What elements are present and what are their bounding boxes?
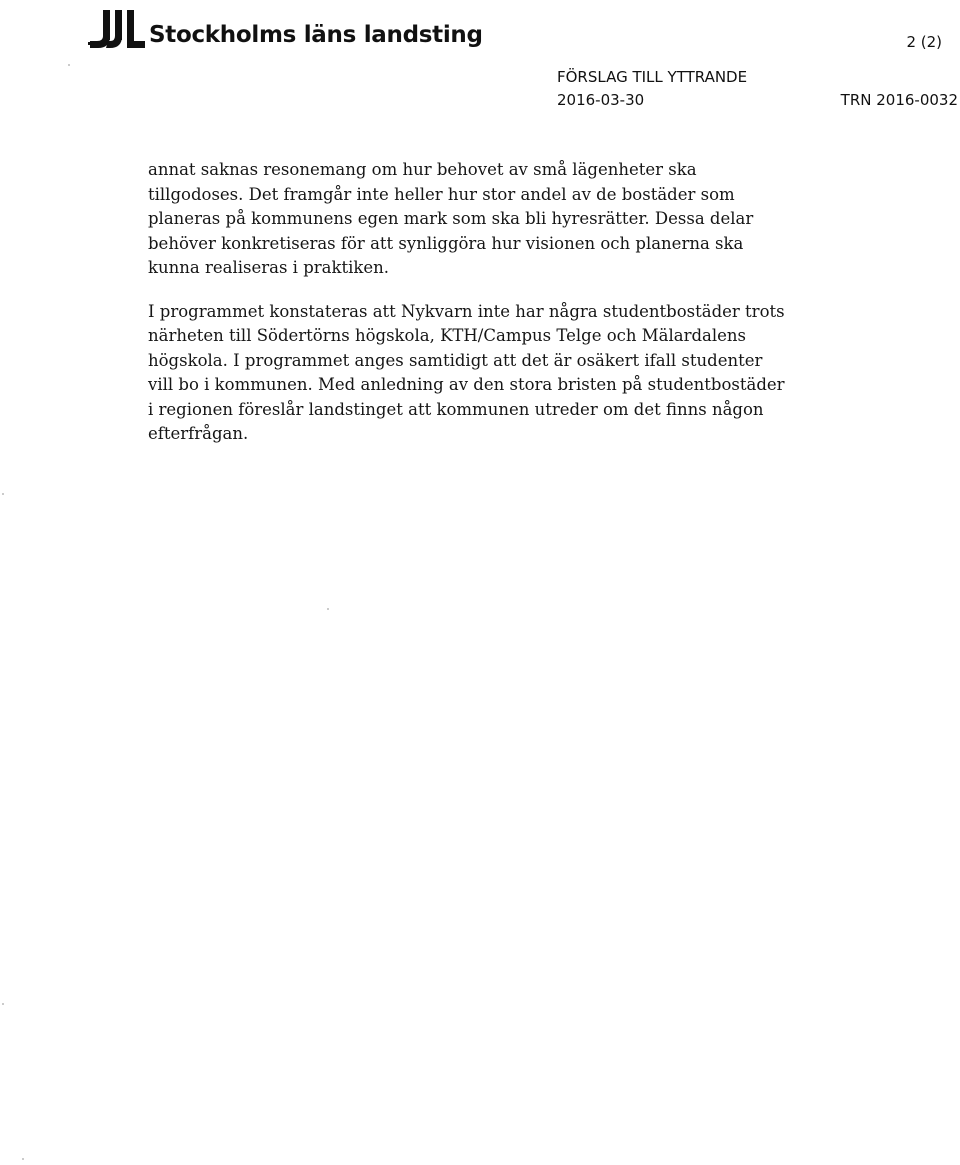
sll-logo-icon xyxy=(86,8,146,52)
document-header xyxy=(0,0,960,120)
scan-speck xyxy=(22,1158,24,1160)
body-paragraph: annat saknas resonemang om hur behovet av små lägenheter ska tillgodoses. Det framgår inte heller hur stor andel av de bostäder som planeras på kommunens egen mark som ska bli hyresrätter. Dessa delar behöver konkretiseras för att synliggöra hur visionen och planerna ska kunna realiseras i praktiken. xyxy=(148,160,754,277)
document-type: FÖRSLAG TILL YTTRANDE xyxy=(557,68,748,86)
document-reference: TRN 2016-0032 xyxy=(840,91,958,109)
organization-name: Stockholms läns landsting xyxy=(149,22,483,48)
document-body xyxy=(148,158,828,466)
scan-speck xyxy=(327,608,329,610)
body-paragraph: I programmet konstateras att Nykvarn inte har några studentbostäder trots närheten till Södertörns högskola, KTH/Campus Telge och Mälardalens högskola. I programmet anges samtidigt att det är osäkert ifall studenter vill bo i kommunen. Med anledning av den stora bristen på studentbostäder i regionen föreslår landstinget att kommunen utreder om det finns någon efterfrågan. xyxy=(148,301,785,443)
scan-speck xyxy=(68,64,70,66)
document-date: 2016-03-30 xyxy=(557,91,645,109)
page-number: 2 (2) xyxy=(906,33,942,51)
scan-speck xyxy=(2,1003,4,1005)
scan-speck xyxy=(2,493,4,495)
